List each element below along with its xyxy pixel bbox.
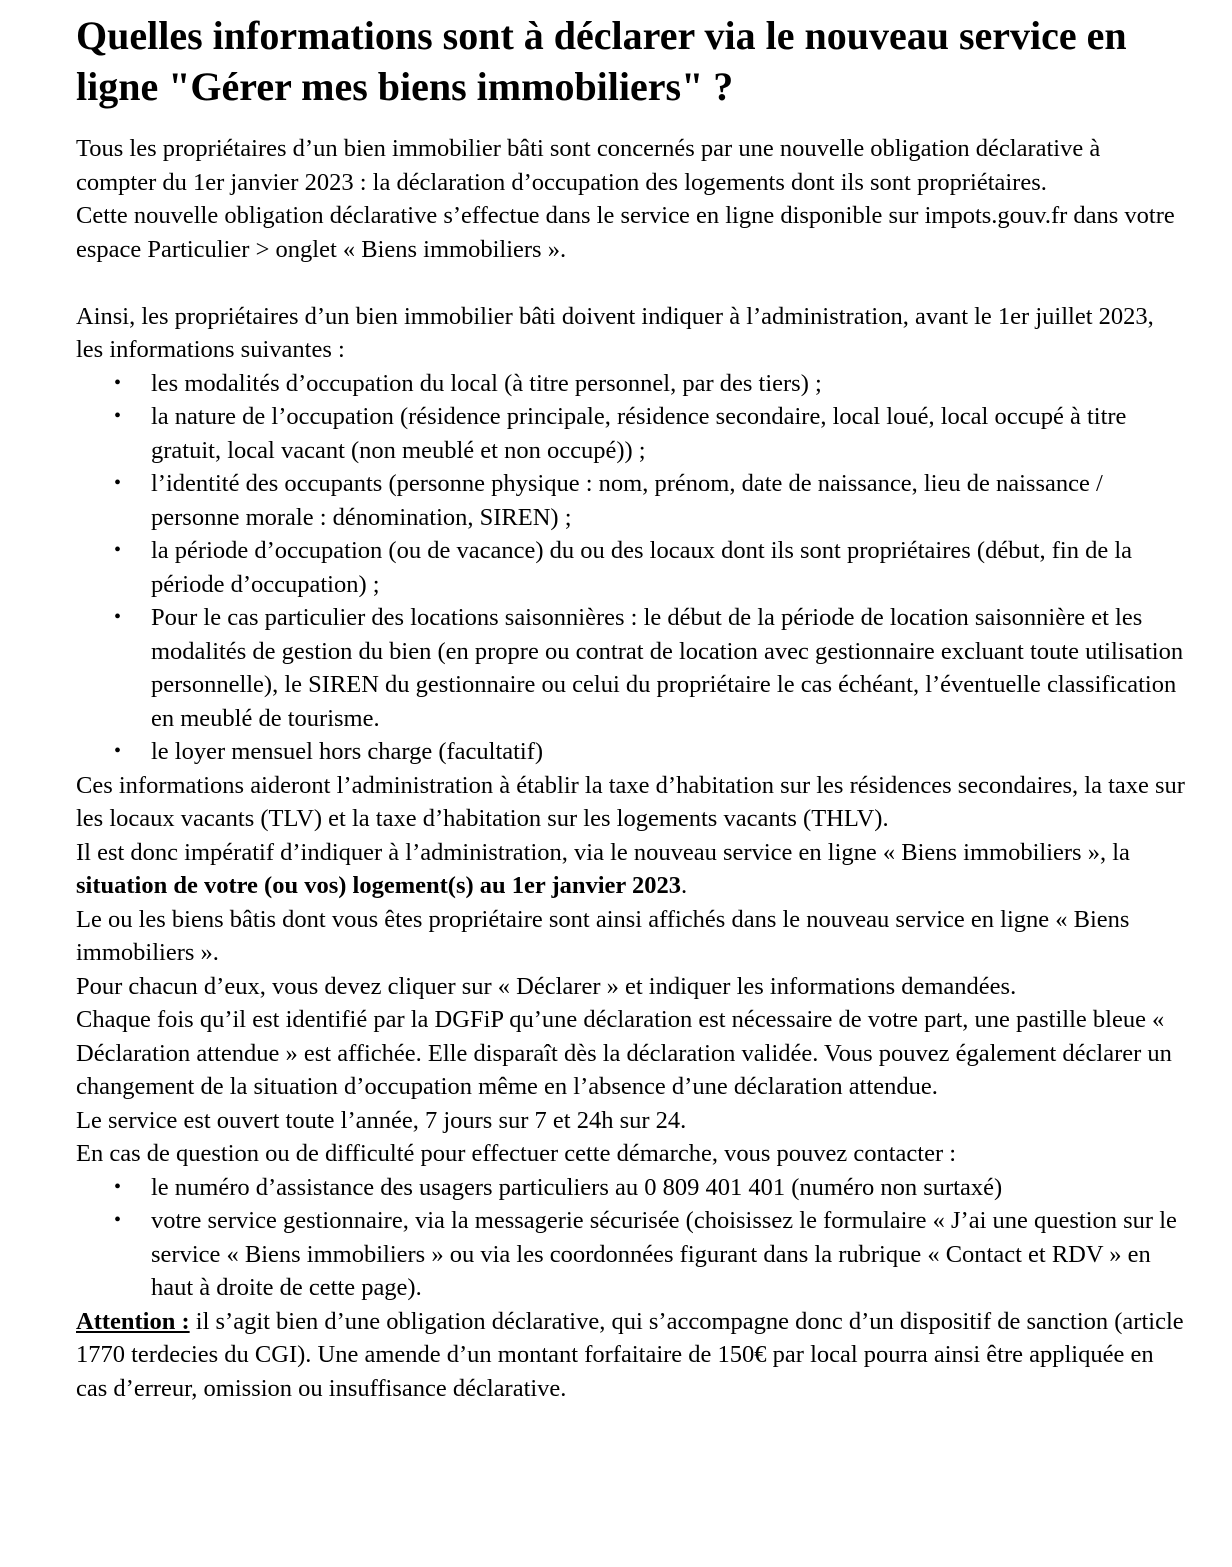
attention-paragraph [76, 1305, 1186, 1406]
list-item: • Pour le cas particulier des locations saisonnières : le début de la période de location saisonnière et les modalités de gestion du bien (en propre ou contrat de location avec gestionnaire excluant toute utilisation personnelle), le SIREN du gestionnaire ou celui du propriétaire le cas échéant, l’éventuelle classification en meublé de tourisme. [151, 601, 1186, 735]
contact-list [76, 1171, 1186, 1305]
paragraph-spacer [76, 266, 1186, 300]
list-item: • la nature de l’occupation (résidence principale, résidence secondaire, local loué, local occupé à titre gratuit, local vacant (non meublé et non occupé)) ; [151, 400, 1186, 467]
ouvert-paragraph: Le service est ouvert toute l’année, 7 jours sur 7 et 24h sur 24. [76, 1106, 687, 1134]
list-item: • votre service gestionnaire, via la messagerie sécurisée (choisissez le formulaire « J’ai une question sur le service « Biens immobiliers » ou via les coordonnées figurant dans la rubrique « Contact et RDV » en haut à droite de cette page). [151, 1204, 1186, 1305]
declarer-paragraph: Pour chacun d’eux, vous devez cliquer sur « Déclarer » et indiquer les informations demandées. [76, 972, 1017, 1000]
document-page [76, 10, 1186, 1405]
document-body [76, 132, 1186, 1405]
attention-label: Attention : [76, 1307, 190, 1335]
list-item: • les modalités d’occupation du local (à titre personnel, par des tiers) ; [151, 367, 1186, 401]
page-title: Quelles informations sont à déclarer via le nouveau service en ligne "Gérer mes biens immobiliers" ? [76, 13, 1127, 109]
taxes-paragraph: Ces informations aideront l’administration à établir la taxe d’habitation sur les résidences secondaires, la taxe sur les locaux vacants (TLV) et la taxe d’habitation sur les logements vacants (THLV). [76, 771, 1185, 832]
info-lead-paragraph: Ainsi, les propriétaires d’un bien immobilier bâti doivent indiquer à l’administration, avant le 1er juillet 2023, les informations suivantes : [76, 302, 1154, 363]
imperatif-paragraph [76, 836, 1186, 903]
imperatif-end: . [680, 872, 688, 899]
list-item: • l’identité des occupants (personne physique : nom, prénom, date de naissance, lieu de naissance / personne morale : dénomination, SIREN) ; [151, 467, 1186, 534]
imperatif-emphasis: situation de votre (ou vos) logement(s) au 1er janvier 2023 [76, 872, 681, 899]
contact-lead-paragraph: En cas de question ou de difficulté pour effectuer cette démarche, vous pouvez contacter : [76, 1140, 957, 1167]
imperatif-text: Il est donc impératif d’indiquer à l’administration, via le nouveau service en ligne « Biens immobiliers », la [76, 838, 1130, 866]
info-list [76, 367, 1186, 769]
attention-text: il s’agit bien d’une obligation déclarative, qui s’accompagne donc d’un dispositif de sanction (article 1770 terdecies du CGI). Une amende d’un montant forfaitaire de 150€ par local pourra ainsi être appliquée en cas d’erreur, omission ou insuffisance déclarative. [76, 1307, 1184, 1402]
list-item: • la période d’occupation (ou de vacance) du ou des locaux dont ils sont propriétaires (début, fin de la période d’occupation) ; [151, 534, 1186, 601]
list-item: • le numéro d’assistance des usagers particuliers au 0 809 401 401 (numéro non surtaxé) [151, 1171, 1186, 1205]
intro-paragraph-2: Cette nouvelle obligation déclarative s’effectue dans le service en ligne disponible sur impots.gouv.fr dans votre espace Particulier > onglet « Biens immobiliers ». [76, 202, 1175, 263]
pastille-paragraph: Chaque fois qu’il est identifié par la DGFiP qu’une déclaration est nécessaire de votre part, une pastille bleue « Déclaration attendue » est affichée. Elle disparaît dès la déclaration validée. Vous pouvez également déclarer un changement de la situation d’occupation même en l’absence d’une déclaration attendue. [76, 1006, 1172, 1100]
affiches-paragraph: Le ou les biens bâtis dont vous êtes propriétaire sont ainsi affichés dans le nouveau service en ligne « Biens immobiliers ». [76, 905, 1130, 966]
list-item: • le loyer mensuel hors charge (facultatif) [151, 735, 1186, 769]
intro-paragraph-1: Tous les propriétaires d’un bien immobilier bâti sont concernés par une nouvelle obligation déclarative à compter du 1er janvier 2023 : la déclaration d’occupation des logements dont ils sont propriétaires. [76, 135, 1101, 196]
